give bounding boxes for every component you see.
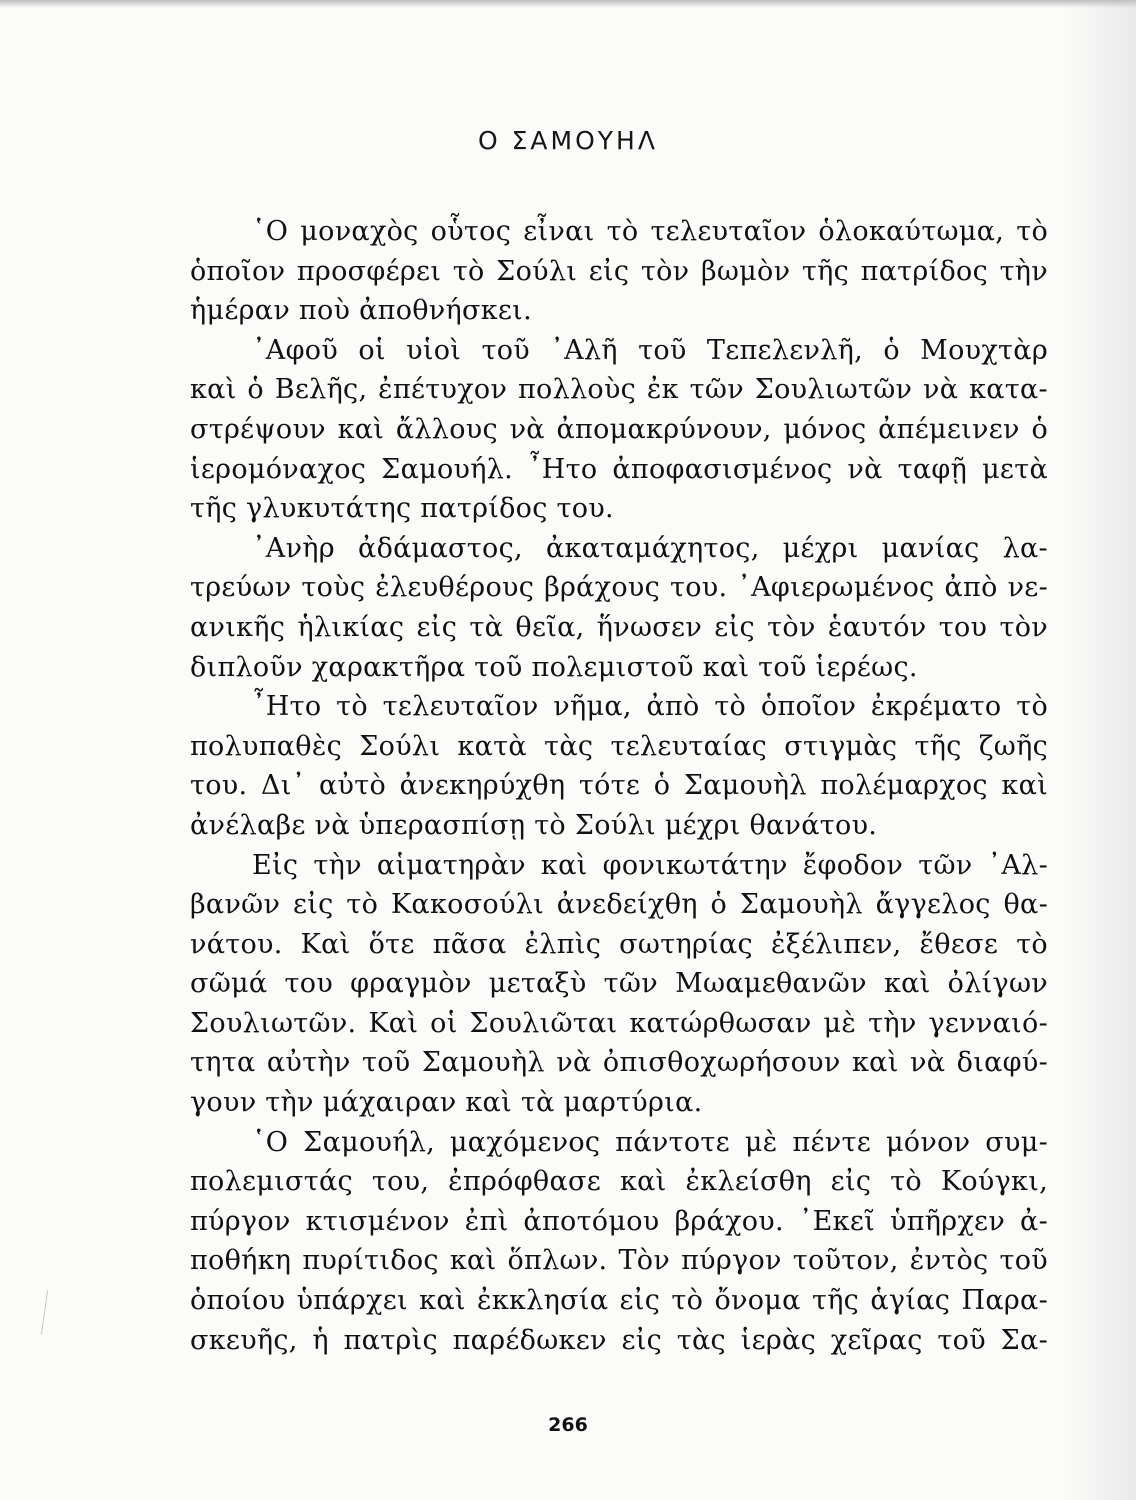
- scan-right-edge-shadow: [1066, 0, 1136, 1500]
- text-line: πύργον κτισμένον ἐπὶ ἀποτόμου βράχου. ᾽Εκεῖ ὑπῆρχεν ἀ-: [190, 1205, 1048, 1237]
- text-line: Σουλιωτῶν. Καὶ οἱ Σουλιῶται κατώρθωσαν μὲ τὴν γενναιό-: [190, 1007, 1048, 1039]
- paragraph-3: [190, 529, 1048, 687]
- text-line: ὁποῖον προσφέρει τὸ Σούλι εἰς τὸν βωμὸν τῆς πατρίδος τὴν: [190, 255, 1048, 287]
- text-line: βανῶν εἰς τὸ Κακοσούλι ἀνεδείχθη ὁ Σαμουὴλ ἄγγελος θα-: [190, 889, 1048, 921]
- text-line: ἀνέλαβε νὰ ὑπερασπίσῃ τὸ Σούλι μέχρι θανάτου.: [190, 809, 878, 841]
- text-line: ποθήκη πυρίτιδος καὶ ὅπλων. Τὸν πύργον τοῦτον, ἐντὸς τοῦ: [190, 1245, 1048, 1277]
- text-line: τῆς γλυκυτάτης πατρίδος του.: [190, 493, 614, 525]
- text-line: ἱερομόναχος Σαμουήλ. ῏Ητο ἀποφασισμένος νὰ ταφῇ μετὰ: [190, 453, 1048, 485]
- text-line: πολεμιστάς του, ἐπρόφθασε καὶ ἐκλείσθη εἰς τὸ Κούγκι,: [190, 1166, 1048, 1198]
- text-line: ῾Ο μοναχὸς οὗτος εἶναι τὸ τελευταῖον ὁλοκαύτωμα, τὸ: [252, 216, 1048, 247]
- paragraph-1: [190, 212, 1048, 331]
- text-line: ἡμέραν ποὺ ἀποθνήσκει.: [190, 295, 532, 327]
- text-line: ανικῆς ἡλικίας εἰς τὰ θεῖα, ἥνωσεν εἰς τὸν ἑαυτόν του τὸν: [190, 611, 1048, 643]
- scan-top-edge: [0, 0, 1136, 8]
- text-line: Εἰς τὴν αἱματηρὰν καὶ φονικωτάτην ἔφοδον τῶν ᾽Αλ-: [252, 849, 1048, 881]
- text-line: στρέψουν καὶ ἄλλους νὰ ἀπομακρύνουν, μόνος ἀπέμεινεν ὁ: [190, 413, 1048, 445]
- body-text: [190, 212, 1048, 1360]
- paragraph-6: [190, 1123, 1048, 1361]
- paragraph-4: [190, 687, 1048, 845]
- scan-mark: [41, 1290, 48, 1335]
- text-line: ᾽Ανὴρ ἀδάμαστος, ἀκαταμάχητος, μέχρι μανίας λα-: [252, 532, 1048, 564]
- text-line: ᾽Αφοῦ οἱ υἱοὶ τοῦ ᾽Αλῆ τοῦ Τεπελενλῆ, ὁ Μουχτὰρ: [252, 334, 1048, 366]
- text-line: ῾Ο Σαμουήλ, μαχόμενος πάντοτε μὲ πέντε μόνον συμ-: [252, 1126, 1048, 1158]
- text-line: καὶ ὁ Βελῆς, ἐπέτυχον πολλοὺς ἐκ τῶν Σουλιωτῶν νὰ κατα-: [190, 374, 1048, 406]
- text-line: πολυπαθὲς Σούλι κατὰ τὰς τελευταίας στιγμὰς τῆς ζωῆς: [190, 730, 1048, 762]
- text-line: ῏Ητο τὸ τελευταῖον νῆμα, ἀπὸ τὸ ὁποῖον ἐκρέματο τὸ: [252, 691, 1048, 723]
- chapter-title: Ο ΣΑΜΟΥΗΛ: [478, 126, 658, 155]
- text-line: τρεύων τοὺς ἐλευθέρους βράχους του. ᾽Αφιερωμένος ἀπὸ νε-: [190, 572, 1048, 604]
- paragraph-5: [190, 846, 1048, 1123]
- text-line: του. Δι᾽ αὐτὸ ἀνεκηρύχθη τότε ὁ Σαμουὴλ πολέμαρχος καὶ: [190, 770, 1048, 802]
- text-line: τητα αὐτὴν τοῦ Σαμουὴλ νὰ ὀπισθοχωρήσουν καὶ νὰ διαφύ-: [190, 1047, 1048, 1079]
- paragraph-2: [190, 331, 1048, 529]
- page-number: 266: [548, 1414, 588, 1436]
- text-line: διπλοῦν χαρακτῆρα τοῦ πολεμιστοῦ καὶ τοῦ ἱερέως.: [190, 651, 918, 683]
- text-line: γουν τὴν μάχαιραν καὶ τὰ μαρτύρια.: [190, 1087, 703, 1119]
- text-line: νάτου. Καὶ ὅτε πᾶσα ἐλπὶς σωτηρίας ἐξέλιπεν, ἔθεσε τὸ: [190, 928, 1048, 960]
- text-line: σκευῆς, ἡ πατρὶς παρέδωκεν εἰς τὰς ἱερὰς χεῖρας τοῦ Σα-: [190, 1324, 1048, 1356]
- text-line: σῶμά του φραγμὸν μεταξὺ τῶν Μωαμεθανῶν καὶ ὀλίγων: [190, 968, 1048, 1000]
- text-line: ὁποίου ὑπάρχει καὶ ἐκκλησία εἰς τὸ ὄνομα τῆς ἁγίας Παρα-: [190, 1285, 1048, 1317]
